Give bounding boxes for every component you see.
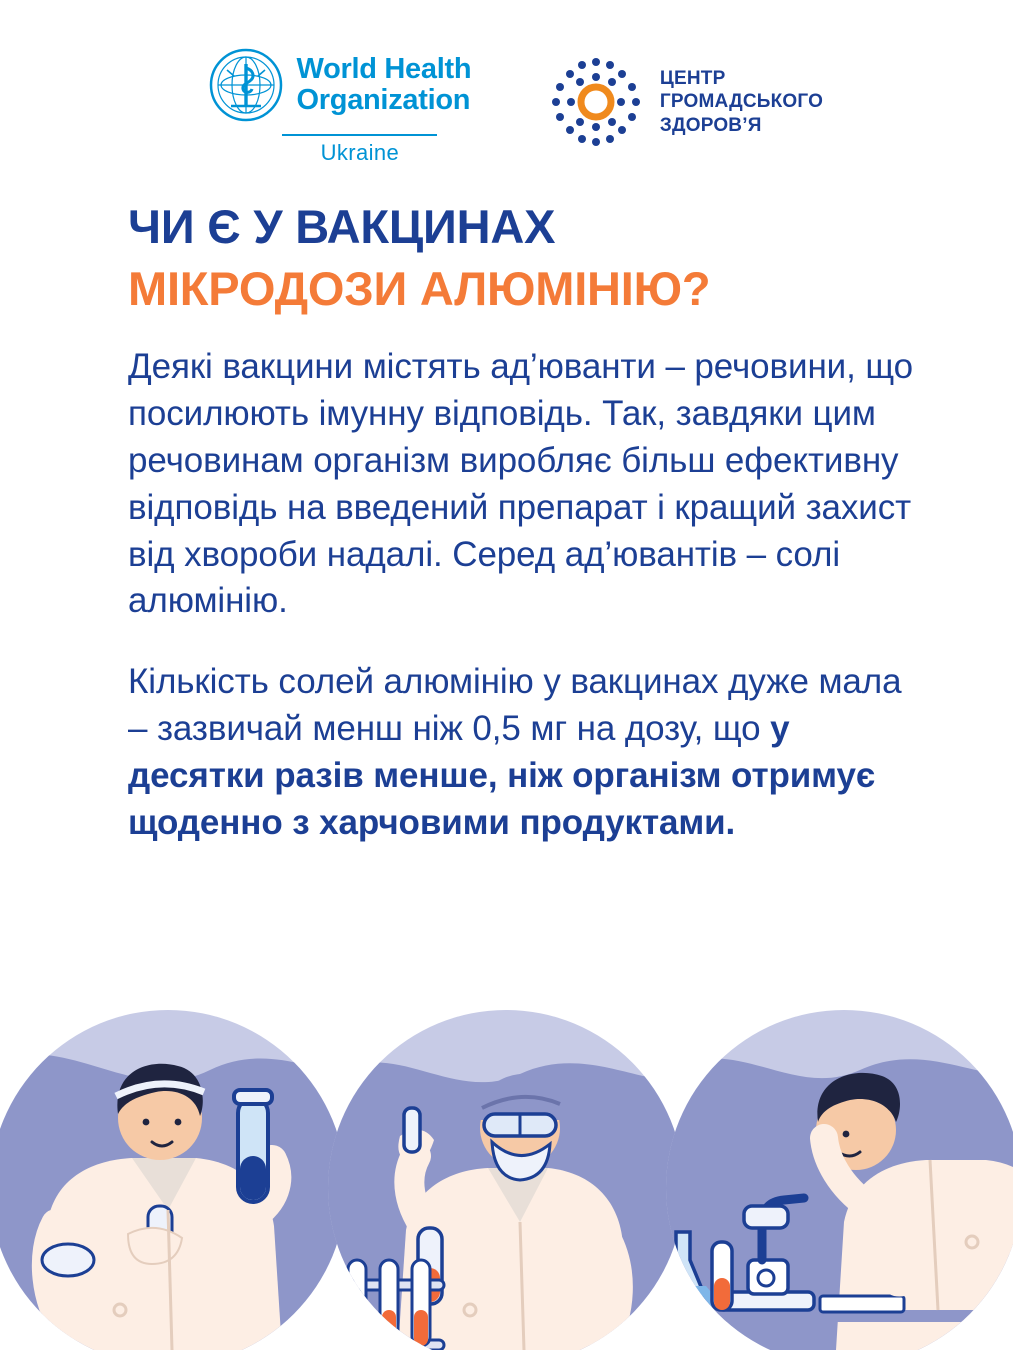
public-health-center-logo bbox=[550, 56, 823, 148]
page-title-line2: МІКРОДОЗИ АЛЮМІНІЮ? bbox=[128, 262, 711, 316]
who-logo-wordmark bbox=[297, 54, 472, 117]
paragraph-1: Деякі вакцини містять ад’юванти – речовини, що посилюють імунну відповідь. Так, завдяки цим речовинам організм виробляє більш ефективну відповідь на введений препарат і кращий захист від хвороби надалі. Серед ад’ювантів – солі алюмінію. bbox=[128, 347, 914, 621]
phc-name-line2: ГРОМАДСЬКОГО bbox=[659, 91, 824, 113]
paragraph-2-plain: Кількість солей алюмінію у вакцинах дуже мала – зазвичай менш ніж 0,5 мг на дозу, що bbox=[128, 662, 902, 749]
who-name-line1: World Health bbox=[296, 52, 472, 85]
page-title bbox=[128, 196, 918, 320]
page-title-line1: ЧИ Є У ВАКЦИНАХ bbox=[128, 200, 556, 253]
lab-illustration bbox=[0, 1010, 1013, 1350]
public-health-center-dots-icon bbox=[550, 56, 642, 148]
phc-name-line1: ЦЕНТР bbox=[659, 68, 726, 90]
body-copy bbox=[128, 344, 928, 847]
who-country-label: Ukraine bbox=[320, 140, 400, 165]
phc-name-line3: ЗДОРОВ’Я bbox=[659, 114, 762, 136]
paragraph-2-emphasis: у десятки разів менше, ніж організм отримує щоденно з харчовими продуктами. bbox=[128, 709, 876, 843]
who-logo bbox=[190, 48, 490, 166]
who-name-line2: Organization bbox=[296, 84, 471, 116]
public-health-center-wordmark bbox=[660, 67, 823, 137]
who-logo-top bbox=[209, 48, 472, 122]
paragraph-2 bbox=[128, 659, 928, 847]
logo-row bbox=[0, 48, 1013, 173]
who-emblem-icon bbox=[209, 48, 283, 122]
who-divider bbox=[282, 134, 437, 136]
